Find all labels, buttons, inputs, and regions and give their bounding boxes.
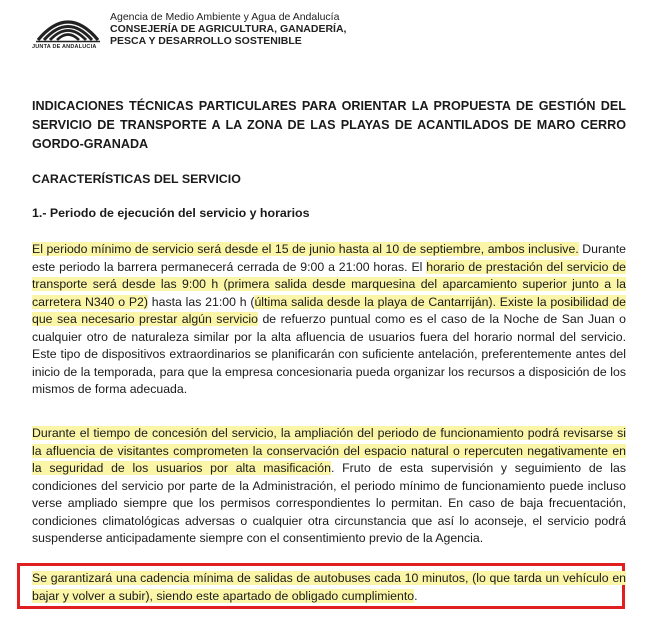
paragraph-2 <box>32 425 626 548</box>
highlighted-text: horario de prestación del servicio de transporte será desde las 9:00 h (primera salida desde marquesina del aparcamiento superior junto a la carretera N340 o P2) <box>32 259 626 309</box>
section-heading: CARACTERÍSTICAS DEL SERVICIO <box>32 172 241 186</box>
agency-line-2: CONSEJERÍA DE AGRICULTURA, GANADERÍA, <box>110 23 347 35</box>
document-title: INDICACIONES TÉCNICAS PARTICULARES PARA ORIENTAR LA PROPUESTA DE GESTIÓN DEL SERVICIO DE TRANSPORTE A LA ZONA DE LAS PLAYAS DE ACANTILADOS DE MARO CERRO GORDO-GRANADA <box>32 99 626 151</box>
paragraph-text: . <box>414 588 418 603</box>
agency-line-3: PESCA Y DESARROLLO SOSTENIBLE <box>110 35 302 47</box>
paragraph-3 <box>32 570 626 605</box>
highlighted-text: Se garantizará una cadencia mínima de salidas de autobuses cada 10 minutos, (lo que tarda un vehículo en bajar y volver a subir), siendo este apartado de obligado cumplimiento <box>32 571 626 603</box>
highlighted-text: Durante el tiempo de concesión del servicio, la ampliación del periodo de funcionamiento podrá revisarse si la afluencia de visitantes comprometen la conservación del espacio natural o repercuten negativamente en la seguridad de los usuarios por alta masificación <box>32 426 626 475</box>
paragraph-text: de refuerzo puntual como es el caso de la Noche de San Juan o cualquier otro de naturaleza similar por la alta afluencia de usuarios fuera del horario normal del servicio. Este tipo de dispositivos extraordinarios se planificarán con suficiente antelación, preferentemente antes del inicio de la temporada, para que la empresa concesionaria pueda organizar los recursos a disposición de los mismos de forma adecuada. <box>32 312 626 396</box>
highlighted-text: El periodo mínimo de servicio será desde el 15 de junio hasta al 10 de septiembre, ambos inclusive. <box>32 242 579 256</box>
paragraph-text: Durante este periodo la barrera permanecerá cerrada de 9:00 a 21:00 horas. El <box>32 242 626 274</box>
highlighted-text: última salida desde la playa de Cantarriján). Existe la posibilidad de que sea necesario prestar algún servicio <box>32 294 627 326</box>
document-header <box>18 6 638 56</box>
agency-name-block <box>110 11 346 47</box>
logo-caption: JUNTA DE ANDALUCIA <box>32 44 97 50</box>
subsection-heading: 1.- Periodo de ejecución del servicio y horarios <box>32 206 310 220</box>
paragraph-1 <box>32 241 626 399</box>
agency-line-1: Agencia de Medio Ambiente y Agua de Andalucía <box>110 11 340 23</box>
paragraph-text: . Fruto de esta supervisión y seguimiento de las condiciones del servicio por parte de la Administración, el periodo mínimo de funcionamiento puede incluso verse ampliado siempre que los permisos correspondientes lo permitan. En caso de baja frecuentación, condiciones climatológicas adversas o cualquier otra circunstancia que así lo aconseje, el servicio podrá suspenderse anticipadamente siempre con el consentimiento previo de la Agencia. <box>32 461 626 545</box>
paragraph-text: hasta las 21:00 h ( <box>147 294 255 309</box>
